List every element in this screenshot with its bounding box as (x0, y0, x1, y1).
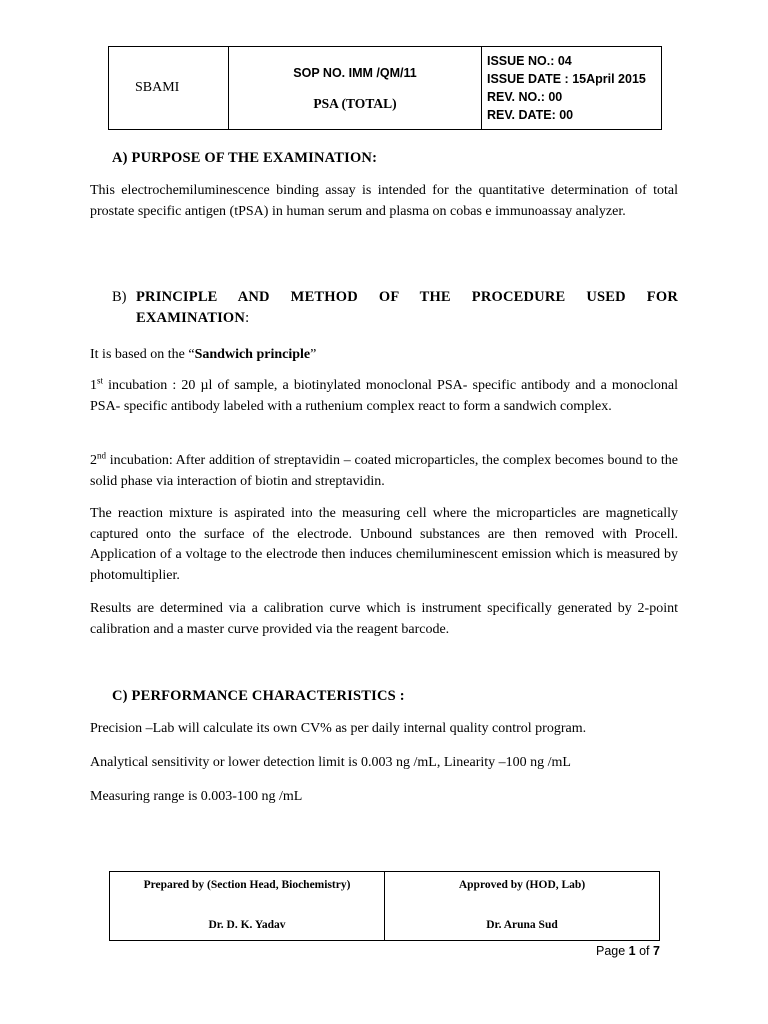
section-b-heading-line1: PRINCIPLE AND METHOD OF THE PROCEDURE USED FOR (136, 289, 678, 305)
section-b-heading-word: EXAMINATION (136, 310, 246, 326)
revision-number: REV. NO.: 00 (487, 90, 563, 104)
issue-number: ISSUE NO.: 04 (487, 54, 572, 68)
test-name: PSA (TOTAL) (313, 96, 397, 111)
page-number (596, 944, 660, 958)
results-paragraph: Results are determined via a calibration curve which is instrument specifically generated by 2-point calibration and a master curve provided via the reagent barcode. (90, 601, 678, 637)
intro-prefix: It is based on the “ (90, 347, 195, 362)
inc1-superscript: st (97, 375, 104, 386)
intro-bold: Sandwich principle (194, 347, 311, 362)
reaction-paragraph: The reaction mixture is aspirated into the measuring cell where the microparticles are magnetically captured onto the surface of the electrode. Unbound substances are then removed with Procell. Application of a voltage to the electrode then induces chemiluminescent emission which is measured by photomultiplier. (90, 506, 678, 583)
first-incubation-paragraph (90, 376, 678, 417)
inc2-superscript: nd (97, 450, 106, 461)
approved-label: Approved by (HOD, Lab) (458, 879, 586, 891)
prepared-name: Dr. D. K. Yadav (208, 919, 286, 931)
section-b-heading-line2 (136, 310, 249, 327)
inc1-text: incubation : 20 µl of sample, a biotinylated monoclonal PSA- specific antibody and a monoclonal PSA- specific antibody labeled with a ruthenium complex react to form a sandwich complex. (90, 378, 678, 414)
document-header-table (108, 46, 662, 130)
section-a-heading: A) PURPOSE OF THE EXAMINATION: (112, 150, 378, 166)
signature-table (109, 871, 660, 941)
sop-number: SOP NO. IMM /QM/11 (293, 66, 417, 80)
issue-cell (482, 47, 662, 130)
intro-suffix: ” (310, 347, 317, 362)
prepared-cell (110, 872, 385, 941)
org-cell (109, 47, 229, 130)
second-incubation-paragraph (90, 451, 678, 492)
page-of: of (635, 944, 653, 958)
section-b-heading-colon: : (245, 310, 250, 326)
page-label: Page (596, 944, 629, 958)
issue-date: ISSUE DATE : 15April 2015 (487, 72, 646, 86)
measuring-range-text: Measuring range is 0.003-100 ng /mL (90, 789, 303, 804)
approved-cell (385, 872, 660, 941)
prepared-label: Prepared by (Section Head, Biochemistry) (143, 879, 351, 891)
inc1-number: 1 (90, 378, 97, 393)
inc2-number: 2 (90, 453, 97, 468)
precision-text: Precision –Lab will calculate its own CV% as per daily internal quality control program. (90, 721, 587, 736)
section-c-heading: C) PERFORMANCE CHARACTERISTICS : (112, 688, 405, 704)
section-a-text: This electrochemiluminescence binding assay is intended for the quantitative determination of total prostate specific antigen (tPSA) in human serum and plasma on cobas e immunoassay analyzer. (90, 183, 678, 219)
page-total: 7 (653, 944, 660, 958)
org-name: SBAMI (135, 80, 180, 95)
sandwich-intro (90, 345, 678, 366)
page-current: 1 (628, 944, 636, 958)
inc2-text: incubation: After addition of streptavidin – coated microparticles, the complex becomes bound to the solid phase via interaction of biotin and streptavidin. (90, 453, 678, 489)
sop-cell (229, 47, 482, 130)
revision-date: REV. DATE: 00 (487, 108, 574, 122)
sensitivity-text: Analytical sensitivity or lower detection limit is 0.003 ng /mL, Linearity –100 ng /mL (90, 755, 571, 770)
section-b-marker: B) (112, 289, 127, 305)
approved-name: Dr. Aruna Sud (486, 919, 558, 931)
